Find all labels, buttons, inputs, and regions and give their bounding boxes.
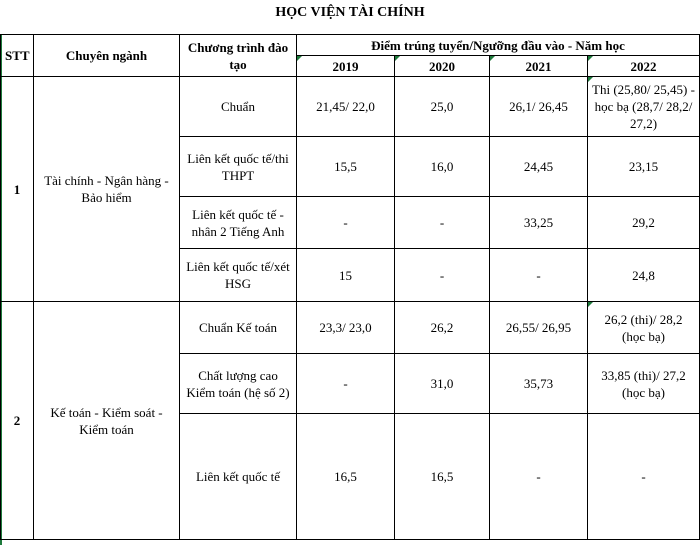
header-major: Chuyên ngành	[34, 35, 180, 77]
score-cell: -	[297, 197, 395, 249]
score-cell: 24,8	[588, 249, 700, 302]
program-cell: Chuẩn	[180, 77, 297, 137]
header-program: Chương trình đào tạo	[180, 35, 297, 77]
score-cell: 25,0	[395, 77, 490, 137]
score-cell: 26,2	[395, 302, 490, 354]
score-cell: -	[395, 249, 490, 302]
group-stt: 2	[1, 302, 34, 540]
score-cell: 26,2 (thi)/ 28,2 (học bạ)	[588, 302, 700, 354]
score-cell: 29,2	[588, 197, 700, 249]
group-major: Tài chính - Ngân hàng - Bảo hiểm	[34, 77, 180, 302]
group-stt: 1	[1, 77, 34, 302]
score-cell: -	[588, 414, 700, 540]
header-stt: STT	[1, 35, 34, 77]
header-year-2022: 2022	[588, 56, 700, 77]
score-cell: 26,1/ 26,45	[490, 77, 588, 137]
score-cell: 21,45/ 22,0	[297, 77, 395, 137]
group-major: Kế toán - Kiểm soát - Kiểm toán	[34, 302, 180, 540]
score-cell: -	[297, 354, 395, 414]
score-cell: 35,73	[490, 354, 588, 414]
score-cell: 23,3/ 23,0	[297, 302, 395, 354]
score-cell: 15,5	[297, 137, 395, 197]
score-cell: 16,5	[297, 414, 395, 540]
admission-score-table	[0, 34, 700, 540]
score-cell: -	[490, 249, 588, 302]
program-cell: Chuẩn Kế toán	[180, 302, 297, 354]
table-row	[1, 77, 700, 137]
score-cell: 15	[297, 249, 395, 302]
score-cell: 26,55/ 26,95	[490, 302, 588, 354]
score-cell: 33,25	[490, 197, 588, 249]
score-cell: 16,0	[395, 137, 490, 197]
program-cell: Liên kết quốc tế	[180, 414, 297, 540]
score-cell: 31,0	[395, 354, 490, 414]
program-cell: Chất lượng cao Kiểm toán (hệ số 2)	[180, 354, 297, 414]
program-cell: Liên kết quốc tế - nhân 2 Tiếng Anh	[180, 197, 297, 249]
header-year-2021: 2021	[490, 56, 588, 77]
header-scores: Điểm trúng tuyển/Ngưỡng đầu vào - Năm học	[297, 35, 700, 56]
table-row	[1, 302, 700, 354]
score-cell: 23,15	[588, 137, 700, 197]
score-cell: Thi (25,80/ 25,45) - học bạ (28,7/ 28,2/ 27,2)	[588, 77, 700, 137]
program-cell: Liên kết quốc tế/xét HSG	[180, 249, 297, 302]
score-cell: 33,85 (thi)/ 27,2 (học bạ)	[588, 354, 700, 414]
score-cell: -	[490, 414, 588, 540]
page-title: HỌC VIỆN TÀI CHÍNH	[275, 5, 425, 20]
header-year-2020: 2020	[395, 56, 490, 77]
score-cell: 16,5	[395, 414, 490, 540]
score-cell: -	[395, 197, 490, 249]
header-year-2019: 2019	[297, 56, 395, 77]
score-cell: 24,45	[490, 137, 588, 197]
program-cell: Liên kết quốc tế/thi THPT	[180, 137, 297, 197]
